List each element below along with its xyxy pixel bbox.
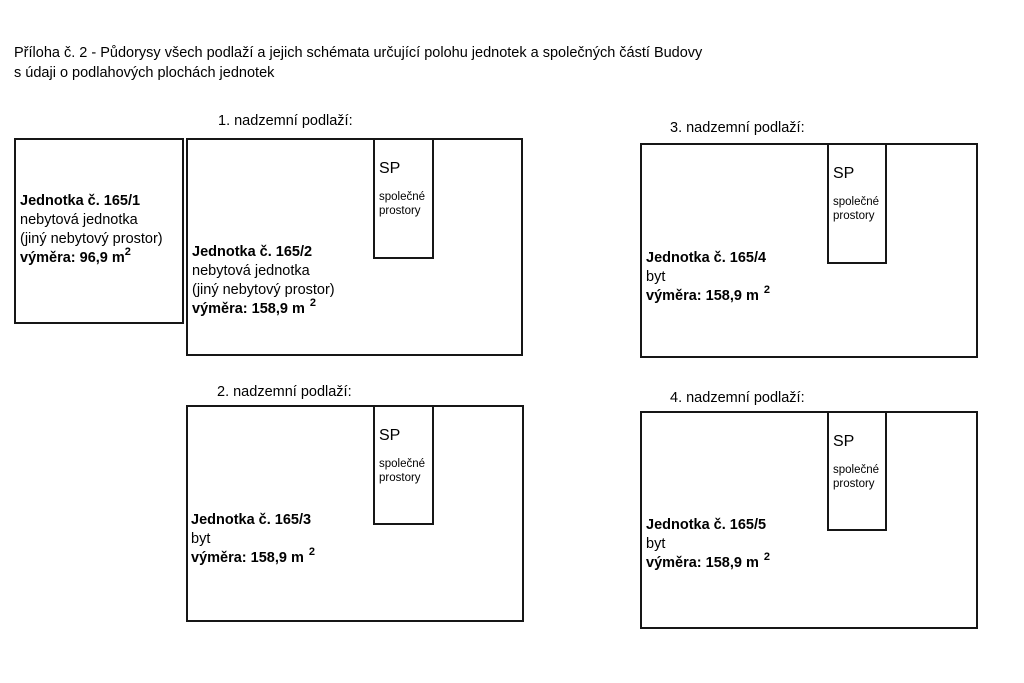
page-title — [14, 43, 702, 83]
unit-165-2-label — [192, 243, 335, 319]
unit-name: Jednotka č. 165/2 — [192, 244, 313, 260]
unit-area — [646, 284, 770, 306]
unit-165-4-label — [646, 249, 770, 306]
unit-area-text: výměra: 158,9 m — [192, 301, 305, 317]
common-space-label-line-1: společné — [833, 464, 880, 476]
unit-area-superscript: 2 — [124, 246, 131, 259]
common-space-label-line-2: prostory — [379, 472, 421, 484]
unit-area-superscript: 2 — [763, 284, 770, 297]
unit-area — [192, 297, 335, 319]
common-space-label-line-1: společné — [379, 458, 426, 470]
floor-4-common-space-abbr: SP — [833, 433, 855, 450]
page-title-line-1: Příloha č. 2 - Půdorysy všech podlaží a jejich schémata určující polohu jednotek a společných částí Budovy — [14, 45, 703, 61]
unit-165-5-label — [646, 516, 770, 573]
unit-type: byt — [646, 536, 666, 552]
common-space-label-line-2: prostory — [833, 210, 875, 222]
common-space-label-line-2: prostory — [379, 205, 421, 217]
unit-165-1-label — [20, 192, 163, 268]
floor-1-common-space-label — [379, 190, 425, 218]
unit-type: byt — [191, 531, 211, 547]
floor-1-heading: 1. nadzemní podlaží: — [218, 113, 353, 129]
unit-type-detail: (jiný nebytový prostor) — [192, 282, 335, 298]
floor-3-heading: 3. nadzemní podlaží: — [670, 120, 805, 136]
floor-4-heading: 4. nadzemní podlaží: — [670, 390, 805, 406]
unit-type: nebytová jednotka — [20, 212, 138, 228]
unit-name: Jednotka č. 165/1 — [20, 193, 141, 209]
unit-area-text: výměra: 96,9 m — [20, 250, 125, 266]
unit-area-text: výměra: 158,9 m — [646, 288, 759, 304]
floor-2-common-space-label — [379, 457, 425, 485]
unit-area — [646, 551, 770, 573]
unit-area-superscript: 2 — [309, 297, 316, 310]
floor-3-common-space-label — [833, 195, 879, 223]
page-title-line-2: s údaji o podlahových plochách jednotek — [14, 65, 275, 81]
unit-area — [191, 546, 315, 568]
unit-type-detail: (jiný nebytový prostor) — [20, 231, 163, 247]
unit-area-superscript: 2 — [763, 551, 770, 564]
floor-2-common-space-abbr: SP — [379, 427, 401, 444]
floor-4-common-space-label — [833, 463, 879, 491]
unit-area — [20, 246, 163, 268]
unit-name: Jednotka č. 165/5 — [646, 517, 767, 533]
unit-area-text: výměra: 158,9 m — [191, 550, 304, 566]
floor-2-heading: 2. nadzemní podlaží: — [217, 384, 352, 400]
common-space-label-line-1: společné — [379, 191, 426, 203]
floor-1-common-space-abbr: SP — [379, 160, 401, 177]
unit-name: Jednotka č. 165/4 — [646, 250, 767, 266]
floor-3-common-space-abbr: SP — [833, 165, 855, 182]
common-space-label-line-2: prostory — [833, 478, 875, 490]
unit-type: nebytová jednotka — [192, 263, 310, 279]
unit-165-3-label — [191, 511, 315, 568]
unit-name: Jednotka č. 165/3 — [191, 512, 312, 528]
common-space-label-line-1: společné — [833, 196, 880, 208]
unit-type: byt — [646, 269, 666, 285]
unit-area-text: výměra: 158,9 m — [646, 555, 759, 571]
unit-area-superscript: 2 — [308, 546, 315, 559]
